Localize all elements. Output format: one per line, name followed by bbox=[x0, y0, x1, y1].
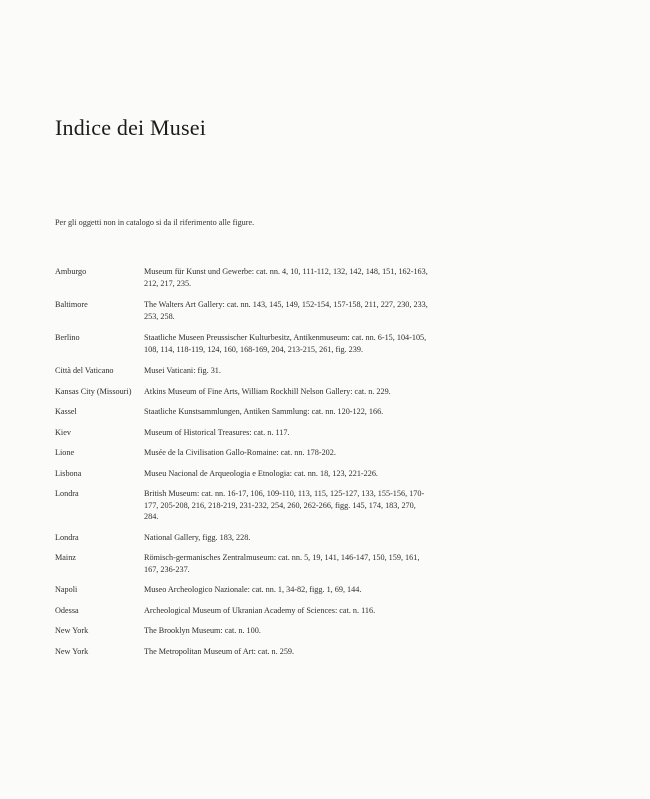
entry-city: Odessa bbox=[55, 605, 79, 615]
entry-city: Mainz bbox=[55, 553, 76, 562]
index-entry bbox=[55, 266, 625, 289]
entry-museum-references: Museum für Kunst und Gewerbe: cat. nn. 4, 10, 111-112, 132, 142, 148, 151, 162-163, 212, 217, 235. bbox=[144, 267, 428, 288]
entry-city: Kansas City (Missouri) bbox=[55, 386, 132, 396]
entry-museum-references: Atkins Museum of Fine Arts, William Rockhill Nelson Gallery: cat. n. 229. bbox=[144, 386, 391, 396]
index-entry bbox=[55, 646, 625, 658]
index-entry bbox=[55, 605, 625, 617]
entry-museum-references: Museo Archeologico Nazionale: cat. nn. 1, 34-82, figg. 1, 69, 144. bbox=[144, 585, 362, 594]
intro-note: Per gli oggetti non in catalogo si da il riferimento alle figure. bbox=[55, 218, 255, 227]
index-entry bbox=[55, 468, 625, 480]
entry-city: Lione bbox=[55, 448, 75, 457]
entry-museum-references: Museu Nacional de Arqueologia e Etnologia: cat. nn. 18, 123, 221-226. bbox=[144, 468, 378, 478]
entry-museum-references: Staatliche Kunstsammlungen, Antiken Sammlung: cat. nn. 120-122, 166. bbox=[144, 407, 384, 416]
entry-city: Città del Vaticano bbox=[55, 366, 114, 375]
entry-city: Londra bbox=[55, 489, 79, 498]
entry-city: Londra bbox=[55, 532, 79, 542]
entry-museum-references: Staatliche Museen Preussischer Kulturbesitz, Antikenmuseum: cat. nn. 6-15, 104-105, 108, 114, 118-119, 124, 160, 168-169, 204, 213-215, 261, fig. 239. bbox=[144, 333, 427, 354]
entry-museum-references: The Metropolitan Museum of Art: cat. n. 259. bbox=[144, 646, 295, 656]
museum-index-list bbox=[55, 266, 625, 666]
entry-museum-references: Museum of Historical Treasures: cat. n. 117. bbox=[144, 427, 290, 437]
entry-city: New York bbox=[55, 626, 89, 635]
index-entry bbox=[55, 447, 625, 459]
index-entry bbox=[55, 427, 625, 439]
index-entry bbox=[55, 386, 625, 398]
entry-museum-references: National Gallery, figg. 183, 228. bbox=[144, 532, 251, 542]
entry-museum-references: British Museum: cat. nn. 16-17, 106, 109-110, 113, 115, 125-127, 133, 155-156, 170-177, 205-208, 216, 218-219, 231-232, 254, 260, 262-266, figg. 145, 174, 183, 270, 284. bbox=[144, 489, 425, 521]
index-entry bbox=[55, 584, 625, 596]
page-title: Indice dei Musei bbox=[55, 115, 207, 140]
entry-city: New York bbox=[55, 646, 89, 656]
index-entry bbox=[55, 406, 625, 418]
index-entry bbox=[55, 532, 625, 544]
entry-museum-references: The Walters Art Gallery: cat. nn. 143, 145, 149, 152-154, 157-158, 211, 227, 230, 233, 253, 258. bbox=[144, 300, 428, 321]
index-entry bbox=[55, 365, 625, 377]
entry-city: Napoli bbox=[55, 585, 78, 594]
index-entry bbox=[55, 625, 625, 637]
entry-city: Lisbona bbox=[55, 468, 82, 478]
entry-museum-references: Musei Vaticani: fig. 31. bbox=[144, 366, 221, 375]
entry-museum-references: Musée de la Civilisation Gallo-Romaine: cat. nn. 178-202. bbox=[144, 448, 336, 457]
entry-city: Kassel bbox=[55, 407, 77, 416]
entry-city: Kiev bbox=[55, 427, 71, 437]
index-entry bbox=[55, 332, 625, 355]
entry-city: Baltimore bbox=[55, 300, 88, 309]
index-entry bbox=[55, 299, 625, 322]
entry-museum-references: Archeological Museum of Ukranian Academy of Sciences: cat. n. 116. bbox=[144, 605, 376, 615]
entry-museum-references: Römisch-germanisches Zentralmuseum: cat. nn. 5, 19, 141, 146-147, 150, 159, 161, 167, 236-237. bbox=[144, 553, 420, 574]
entry-museum-references: The Brooklyn Museum: cat. n. 100. bbox=[144, 626, 261, 635]
entry-city: Amburgo bbox=[55, 267, 87, 276]
entry-city: Berlino bbox=[55, 333, 80, 342]
index-entry bbox=[55, 488, 625, 523]
index-entry bbox=[55, 552, 625, 575]
